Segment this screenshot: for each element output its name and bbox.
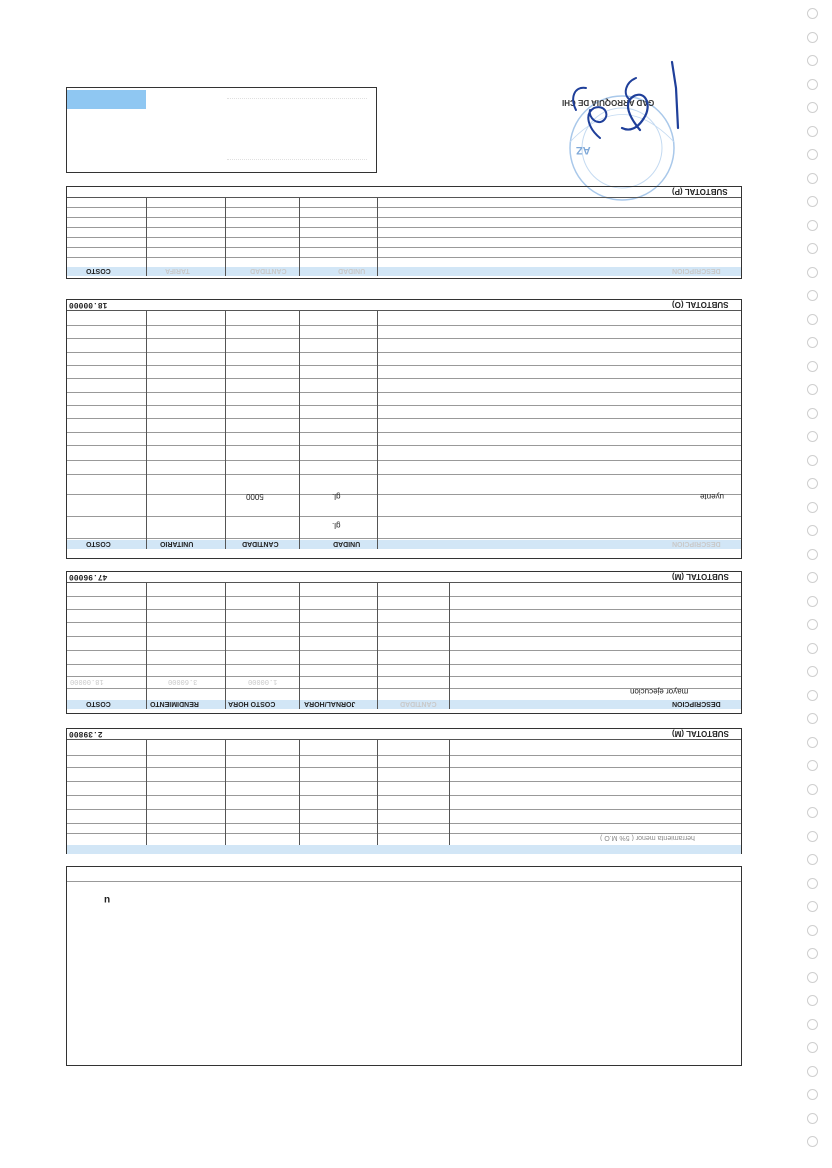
binder-hole-icon	[807, 384, 818, 395]
col-p-unidad: UNIDAD	[338, 267, 366, 274]
binder-hole-icon	[807, 196, 818, 207]
subtotal-o-label: SUBTOTAL (O)	[672, 300, 729, 309]
binder-hole-icon	[807, 478, 818, 489]
binder-hole-icon	[807, 455, 818, 466]
col-m-descripcion: DESCRIPCION	[672, 700, 721, 707]
col-o-unidad: UNIDAD	[333, 540, 361, 547]
binder-hole-icon	[807, 361, 818, 372]
binder-hole-icon	[807, 1113, 818, 1124]
binder-hole-icon	[807, 784, 818, 795]
subtotal-m-label: SUBTOTAL (M)	[672, 572, 729, 581]
col-m-costo: COSTO	[86, 700, 111, 707]
binder-hole-icon	[807, 1019, 818, 1030]
handwriting-icon	[560, 58, 690, 158]
binder-hole-icon	[807, 102, 818, 113]
row-o-2-unidad: gl.	[332, 521, 341, 530]
table-p	[66, 186, 742, 279]
subtotal-e-value: 2.39800	[69, 729, 103, 738]
seal-letters: AZ	[576, 144, 591, 156]
binder-hole-icon	[807, 173, 818, 184]
col-p-cantidad: CANTIDAD	[250, 267, 287, 274]
binder-hole-icon	[807, 925, 818, 936]
binder-hole-icon	[807, 32, 818, 43]
binder-hole-icon	[807, 1066, 818, 1077]
binder-hole-icon	[807, 314, 818, 325]
binder-hole-icon	[807, 713, 818, 724]
binder-hole-icon	[807, 807, 818, 818]
header-info-text	[227, 98, 367, 160]
binder-hole-icon	[807, 690, 818, 701]
header-highlight	[67, 90, 146, 109]
row-m-1-value-2: 3.60000	[168, 677, 198, 685]
row-o-1-cantidad: 5000	[246, 492, 264, 501]
row-e-1-descripcion: herramienta menor ( 5% M.O )	[600, 834, 695, 841]
binder-hole-icon	[807, 243, 818, 254]
subtotal-e-label: SUBTOTAL (M)	[672, 729, 729, 738]
bottom-glyph: u	[104, 894, 111, 905]
binder-hole-icon	[807, 79, 818, 90]
binder-hole-icon	[807, 1042, 818, 1053]
binder-hole-icon	[807, 408, 818, 419]
binder-hole-icon	[807, 549, 818, 560]
binder-hole-icon	[807, 854, 818, 865]
binder-hole-icon	[807, 1089, 818, 1100]
row-m-1-value-3: 18.00000	[70, 677, 104, 685]
row-m-1-descripcion: mayor ejecucion	[630, 687, 689, 696]
binder-hole-icon	[807, 126, 818, 137]
binder-hole-icon	[807, 337, 818, 348]
binder-hole-icon	[807, 431, 818, 442]
binder-hole-icon	[807, 901, 818, 912]
subtotal-p-label: SUBTOTAL (P)	[672, 187, 728, 196]
col-m-jornal: JORNAL/HORA	[304, 700, 356, 707]
binder-hole-icon	[807, 878, 818, 889]
table-o	[66, 299, 742, 559]
binder-hole-icon	[807, 972, 818, 983]
row-o-1-unidad: gl.	[332, 492, 341, 501]
binder-hole-icon	[807, 1136, 818, 1147]
handwritten-page-number	[560, 58, 690, 158]
binder-hole-icon	[807, 737, 818, 748]
col-p-descripcion: DESCRIPCION	[672, 267, 721, 274]
binder-hole-icon	[807, 55, 818, 66]
binder-hole-icon	[807, 502, 818, 513]
stamp-org-text: GAD ARROQUIA DE CHI	[562, 98, 655, 107]
row-o-1-descripcion: uyente	[700, 492, 725, 501]
binder-hole-icon	[807, 525, 818, 536]
binder-hole-icon	[807, 619, 818, 630]
header-info-box	[66, 87, 377, 173]
binder-hole-icon	[807, 149, 818, 160]
col-o-costo: COSTO	[86, 540, 111, 547]
binder-hole-icon	[807, 267, 818, 278]
binder-hole-icon	[807, 995, 818, 1006]
binder-hole-icon	[807, 596, 818, 607]
subtotal-o-value: 18.00000	[69, 300, 108, 309]
col-o-cantidad: CANTIDAD	[242, 540, 279, 547]
row-m-1-value-1: 1.00000	[248, 677, 278, 685]
bottom-header-box	[66, 866, 742, 1066]
binder-hole-icon	[807, 220, 818, 231]
binder-hole-icon	[807, 760, 818, 771]
col-o-descripcion: DESCRIPCION	[672, 540, 721, 547]
col-p-tarifa: TARIFA	[165, 267, 190, 274]
binder-hole-icon	[807, 831, 818, 842]
col-m-cantidad: CANTIDAD	[400, 700, 437, 707]
binder-hole-icon	[807, 572, 818, 583]
col-m-rendimiento: RENDIMIENTO	[150, 700, 199, 707]
binder-hole-icon	[807, 643, 818, 654]
col-o-unitario: UNITARIO	[160, 540, 194, 547]
binder-hole-icon	[807, 8, 818, 19]
binder-hole-icon	[807, 948, 818, 959]
col-p-costo: COSTO	[86, 267, 111, 274]
binder-hole-icon	[807, 666, 818, 677]
binder-hole-icon	[807, 290, 818, 301]
subtotal-m-value: 47.96000	[69, 572, 108, 581]
col-m-costo-hora: COSTO HORA	[228, 700, 276, 707]
